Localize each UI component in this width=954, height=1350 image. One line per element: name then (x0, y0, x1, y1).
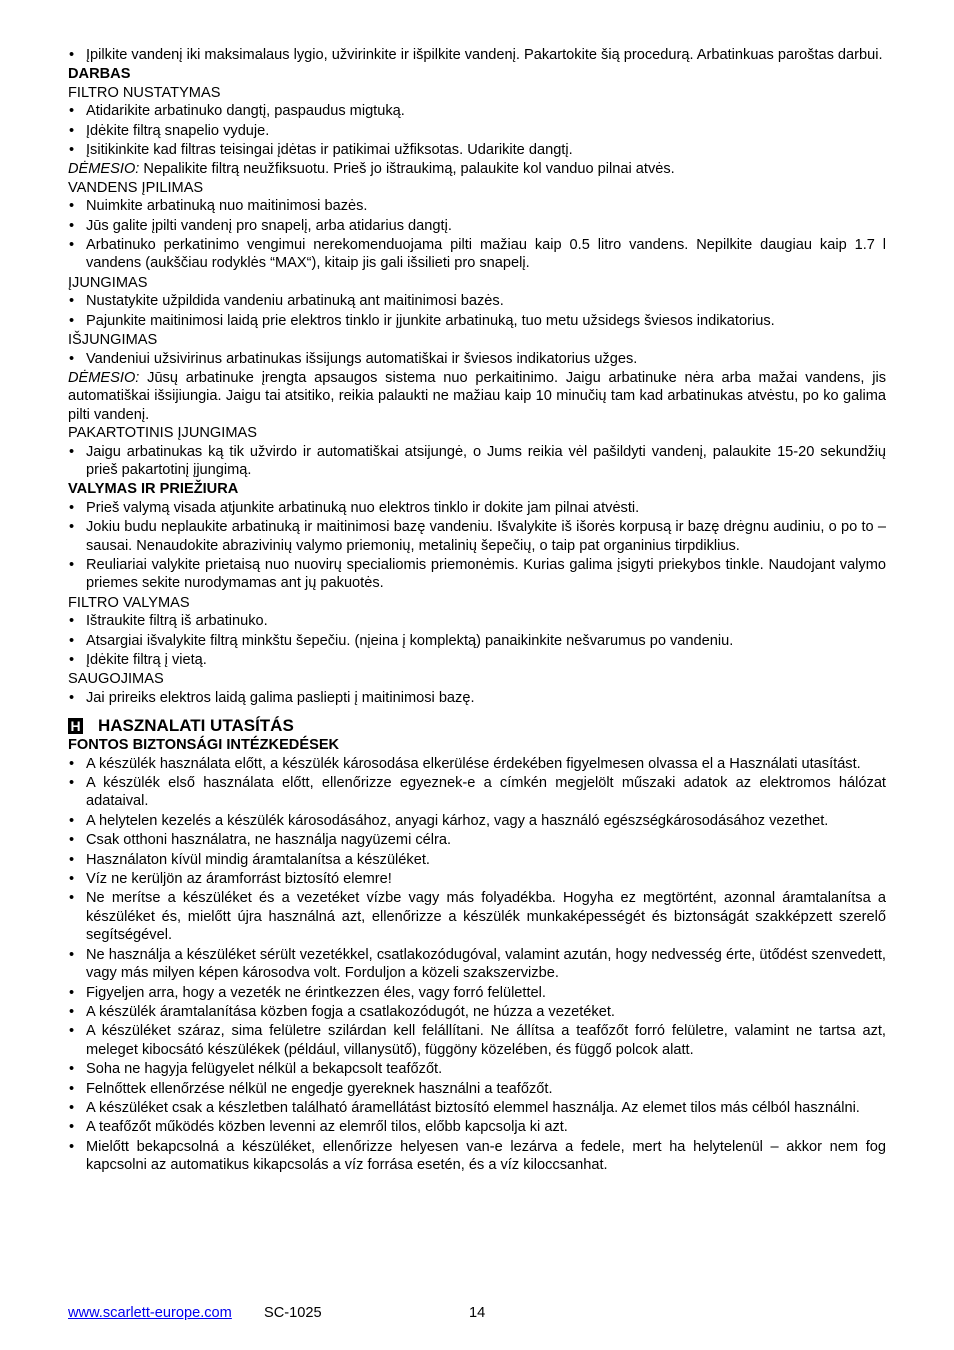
list-item-text: Įdėkite filtrą snapelio vyduje. (86, 122, 270, 139)
list-item-text: Atsargiai išvalykite filtrą minkštu šepečiu. (nįeina į komplektą) panaikinkite nešvarumus po vandeniu. (86, 632, 734, 649)
bullet-marker: • (69, 613, 75, 630)
list-item-text: Csak otthoni használatra, ne használja nagyüzemi célra. (86, 832, 452, 849)
notice-label: DĖMESIO: (68, 369, 140, 386)
valymas-list (68, 499, 886, 593)
list-item (68, 443, 886, 480)
list-item (68, 651, 886, 669)
bullet-marker: • (69, 871, 75, 888)
list-item (68, 1099, 886, 1117)
list-item-text: Įdėkite filtrą į vietą. (86, 652, 207, 668)
list-item (68, 1003, 886, 1021)
list-item-text: Įsitikinkite kad filtras teisingai įdėtas ir patikimai užfiksotas. Udarikite dangtį. (86, 142, 573, 159)
list-item (68, 1060, 886, 1078)
list-item-text: Felnőttek ellenőrzése nélkül ne engedje gyereknek használni a teafőzőt. (86, 1080, 553, 1097)
bullet-marker: • (69, 984, 75, 1001)
list-item (68, 141, 886, 159)
subsection-heading: ĮJUNGIMAS (68, 274, 148, 291)
bullet-marker: • (69, 122, 75, 139)
list-item (68, 774, 886, 811)
bullet-marker: • (69, 1080, 75, 1097)
list-item-text: Víz ne kerüljön az áramforrást biztosító elemre! (86, 871, 392, 888)
list-item-text: Arbatinuko perkatinimo vengimui nerekomenduojama pilti mažiau kaip 0.5 litro vandens. Nepilkite daugiau kaip 1.7 l vandens (aukščiau rodyklės “MAX“), kitaip jis gali išsilieti pro snapelį. (86, 237, 886, 272)
list-item-text: A készülék első használata előtt, ellenőrizze egyeznek-e a címkén megjelölt műszaki adatok az elektromos hálózat adataival. (86, 775, 886, 810)
list-item-text: Mielőtt bekapcsolná a készüléket, ellenőrizze helyesen van-e lezárva a fedele, mert ha helytelenül – akkor nem fog kapcsolni az automatikus kikapcsolás a víz forrása esetén, és a víz kiloccsanhat. (86, 1138, 886, 1174)
list-item (68, 1138, 886, 1175)
bullet-marker: • (69, 142, 75, 159)
list-item (68, 889, 886, 944)
bullet-marker: • (69, 851, 75, 868)
page-number: 14 (469, 1305, 486, 1321)
bullet-marker: • (69, 946, 75, 963)
list-item (68, 1080, 886, 1098)
bullet-marker: • (69, 1023, 75, 1040)
bullet-marker: • (69, 312, 75, 329)
list-item (68, 556, 886, 593)
list-item (68, 350, 886, 368)
subsection-heading: FILTRO VALYMAS (68, 594, 190, 611)
section-heading: DARBAS (68, 66, 131, 83)
list-item (68, 612, 886, 630)
list-item-text: A készüléket száraz, sima felületre szilárdan kell felállítani. Ne állítsa a teafőzőt forró felületre, valamint ne tartsa azt, meleget kibocsátó készülékek (például, villanysütő), függöny közelében, és függő polcok alatt. (86, 1023, 886, 1058)
list-item (68, 102, 886, 120)
bullet-marker: • (69, 832, 75, 849)
vandens-list (68, 197, 886, 273)
bullet-marker: • (69, 755, 75, 772)
list-item (68, 632, 886, 650)
list-item-text: A teafőzőt működés közben levenni az elemről tilos, előbb kapcsolja ki azt. (86, 1119, 568, 1136)
list-item (68, 689, 886, 707)
bullet-marker: • (69, 556, 75, 573)
list-item (68, 755, 886, 773)
document-body (68, 46, 886, 1176)
list-item-text: Nuimkite arbatinuką nuo maitinimosi bazės. (86, 198, 368, 215)
bullet-marker: • (69, 499, 75, 516)
list-item-text: A készülék áramtalanítása közben fogja a csatlakozódugót, ne húzza a vezetéket. (86, 1003, 615, 1020)
bullet-marker: • (69, 1119, 75, 1136)
bullet-marker: • (69, 217, 75, 234)
list-item-text: Jai prireiks elektros laidą galima pasliepti į maitinimosi bazę. (86, 689, 475, 706)
subsection-heading: VANDENS ĮPILIMAS (68, 179, 204, 196)
saugojimas-list (68, 689, 886, 707)
bullet-marker: • (69, 519, 75, 536)
list-item: • Įpilkite vandenį iki maksimalaus lygio, užvirinkite ir išpilkite vandenį. Pakartokite šią procedurą. Arbatinkuas paroštas darbui. (69, 47, 883, 63)
model-number: SC-1025 (264, 1305, 322, 1321)
list-item-text: Atidarikite arbatinuko dangtį, paspaudus migtuką. (86, 103, 405, 120)
hu-safety-list (68, 755, 886, 1175)
list-item (68, 236, 886, 273)
list-item-text: A helytelen kezelés a készülék károsodásához, anyagi kárhoz, vagy a használó egészségkárosodásához vezethet. (86, 812, 829, 829)
subsection-heading: IŠJUNGIMAS (68, 332, 158, 349)
bullet-marker: • (69, 689, 75, 706)
bullet-marker: • (69, 890, 75, 907)
list-item (68, 122, 886, 140)
list-item-text: Ištraukite filtrą iš arbatinuko. (86, 613, 268, 630)
bullet-marker: • (69, 632, 75, 649)
bullet-marker: • (69, 237, 75, 254)
notice-text: Nepalikite filtrą neužfiksuotu. Prieš jo ištraukimą, palaukite kol vanduo pilnai atvės. (139, 161, 675, 178)
list-item-text: Ne merítse a készüléket és a vezetéket vízbe vagy más folyadékba. Hogyha ez megtörtént, azonnal áramtalanítsa a készüléket és, mielőtt újra használná azt, ellenőrizze a készülék munkaképességét és biztonságát szakképzett szerelő segítségével. (86, 890, 886, 944)
filtro-list (68, 102, 886, 159)
bullet-marker: • (69, 1003, 75, 1020)
language-badge: H (68, 718, 83, 734)
list-item-text: Használaton kívül mindig áramtalanítsa a készüléket. (86, 851, 430, 868)
list-item-text: Prieš valymą visada atjunkite arbatinuką nuo elektros tinklo ir dokite jam pilnai atvėsti. (86, 499, 640, 516)
list-item (68, 870, 886, 888)
list-item (68, 1022, 886, 1059)
list-item (68, 831, 886, 849)
list-item-text: A készülék használata előtt, a készülék károsodása elkerülése érdekében figyelmesen olvassa el a Használati utasítást. (86, 755, 861, 772)
list-item-text: Figyeljen arra, hogy a vezeték ne érintkezzen éles, vagy forró felülettel. (86, 984, 546, 1001)
notice (68, 160, 886, 178)
list-item (68, 217, 886, 235)
bullet-marker: • (69, 350, 75, 367)
bullet-marker: • (69, 1138, 75, 1155)
notice (68, 369, 886, 424)
bullet-marker: • (69, 103, 75, 120)
bullet-marker: • (69, 775, 75, 792)
bullet-marker: • (69, 652, 75, 668)
filtro-valymas-list (68, 612, 886, 669)
page-footer (68, 1304, 886, 1322)
list-item (68, 312, 886, 330)
ijungimas-list (68, 292, 886, 330)
list-item (68, 518, 886, 555)
bullet-marker: • (69, 443, 75, 460)
subsection-heading: PAKARTOTINIS ĮJUNGIMAS (68, 425, 257, 442)
list-item (68, 499, 886, 517)
section-heading: VALYMAS IR PRIEŽIURA (68, 481, 239, 498)
list-item (68, 946, 886, 983)
list-item-text: Soha ne hagyja felügyelet nélkül a bekapcsolt teafőzőt. (86, 1061, 443, 1078)
list-item (68, 197, 886, 215)
bullet-marker: • (69, 293, 75, 310)
bullet-marker: • (69, 812, 75, 829)
list-item-text: Įpilkite vandenį iki maksimalaus lygio, užvirinkite ir išpilkite vandenį. Pakartokite šią procedurą. Arbatinkuas paroštas darbui. (86, 47, 883, 63)
bullet-marker: • (69, 1099, 75, 1116)
isjungimas-list (68, 350, 886, 368)
bullet-marker: • (69, 198, 75, 215)
hu-title-text: HASZNALATI UTASÍTÁS (98, 716, 294, 736)
list-item-text: Jūs galite įpilti vandenį pro snapelį, arba atidarius dangtį. (86, 217, 452, 234)
subsection-heading: SAUGOJIMAS (68, 671, 164, 688)
list-item (68, 1118, 886, 1136)
list-item (68, 292, 886, 310)
list-item-text: Pajunkite maitinimosi laidą prie elektros tinklo ir įjunkite arbatinuką, tuo metu užsidegs šviesos indikatorius. (86, 312, 775, 329)
list-item-text: Nustatykite užpildida vandeniu arbatinuką ant maitinimosi bazės. (86, 293, 504, 310)
section-heading: FONTOS BIZTONSÁGI INTÉZKEDÉSEK (68, 737, 340, 754)
website-link[interactable]: www.scarlett-europe.com (68, 1305, 232, 1321)
list-item-text: A készüléket csak a készletben található áramellátást biztosító elemmel használja. Az elemet tilos más célból használni. (86, 1099, 860, 1116)
hu-section-title (68, 716, 886, 736)
pakartotinis-list (68, 443, 886, 480)
notice-label: DĖMESIO: (68, 161, 140, 178)
list-item-text: Vandeniui užsivirinus arbatinukas išsijungs automatiškai ir šviesos indikatorius užges. (86, 350, 638, 367)
bullet-marker: • (69, 1061, 75, 1078)
list-item-text: Jaigu arbatinukas ką tik užvirdo ir automatiškai atsijungė, o Jums reikia vėl pašildyti vandenį, palaukite 15-20 sekundžių prieš pakartotinį įjungimą. (86, 443, 886, 478)
notice-text: Jūsų arbatinuke įrengta apsaugos sistema nuo perkaitinimo. Jaigu arbatinuke nėra arba mažai vandens, jis automatiškai išsijiungia. Jaigu tai atsitiko, reikia palaukti ne mažiau kaip 10 minučių tam kad arbatinukas atvėstu, po ko galima pilti vandenį. (68, 369, 886, 423)
list-item (68, 984, 886, 1002)
list-item-text: Ne használja a készüléket sérült vezetékkel, csatlakozódugóval, valamint azután, hogy nedvesség érte, ütődést szenvedett, vagy más milyen képen károsodva volt. Forduljon a közeli szakszervizbe. (86, 946, 886, 982)
list-item-text: Reuliariai valykite prietaisą nuo nuovirų specialiomis priemonėmis. Kurias galima įsigyti priekybos tinkle. Naudojant valymo priemes sekite nurodymamas ant jų pakuotės. (86, 556, 886, 592)
subsection-heading: FILTRO NUSTATYMAS (68, 84, 221, 101)
list-item (68, 812, 886, 830)
list-item-text: Jokiu budu neplaukite arbatinuką ir maitinimosi bazę vandeniu. Išvalykite iš išorės korpusą ir bazę drėgnu audiniu, o po to – sausai. Nenaudokite abrazivinių valymo priemonių, metalinių šepečių, o taip pat organinius tirpdiklius. (86, 519, 886, 554)
list-item (68, 851, 886, 869)
